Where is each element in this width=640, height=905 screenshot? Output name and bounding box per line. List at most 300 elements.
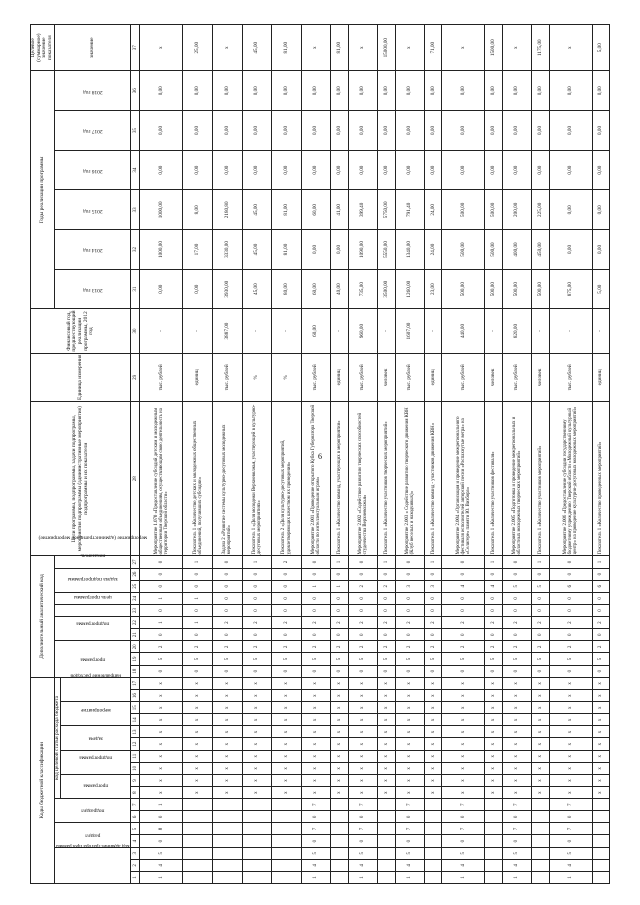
year-value-cell: 500,00 <box>442 230 485 270</box>
analytic-code-cell: 2 <box>301 641 331 653</box>
table-row <box>183 25 213 884</box>
budget-code-cell: x <box>425 677 442 689</box>
year-value-cell: 0,00 <box>395 150 425 190</box>
year-2014-header: 2014 год <box>54 230 131 270</box>
final-value-cell: 5,00 <box>592 25 609 71</box>
unit-cell: тыс. рублей <box>549 353 592 402</box>
budget-code-cell: x <box>502 774 532 786</box>
budget-code-cell <box>213 823 243 835</box>
budget-code-cell: x <box>348 762 378 774</box>
table-row <box>378 25 395 884</box>
analytic-code-cell: 0 <box>442 665 485 677</box>
analytic-code-cell: 2 <box>331 617 348 629</box>
budget-code-cell: x <box>378 714 395 726</box>
analytic-code-cell: 0 <box>331 604 348 616</box>
budget-code-cell: x <box>425 714 442 726</box>
budget-code-cell: x <box>549 738 592 750</box>
table-row <box>272 25 302 884</box>
budget-code-cell: x <box>442 762 485 774</box>
budget-code-cell <box>378 835 395 847</box>
budget-code-cell: x <box>213 677 243 689</box>
budget-code-cell <box>183 835 213 847</box>
analytic-code-cell: 0 <box>395 592 425 604</box>
budget-code-cell: x <box>331 750 348 762</box>
budget-code-cell: x <box>140 690 183 702</box>
year-value-cell: 0,00 <box>272 150 302 190</box>
final-value-cell: x <box>502 25 532 71</box>
analytic-code-cell: 0 <box>549 604 592 616</box>
analytic-code-cell: 2 <box>442 641 485 653</box>
goal-column-header: Цели программы, подпрограммы, задачи подпрограмы, мероприятия подпрограммы (административные мероприятия) подпрограммы и их показатели <box>31 402 131 556</box>
year-value-cell: 0,00 <box>442 111 485 151</box>
final-value-cell: x <box>395 25 425 71</box>
unit-cell: тыс. рублей <box>502 353 532 402</box>
measure-code-header: мероприятие <box>61 702 131 726</box>
analytic-code-cell: 2 <box>378 580 395 592</box>
analytic-code-cell: 1 <box>532 556 549 568</box>
analytic-code-cell: 0 <box>348 665 378 677</box>
analytic-code-cell: 0 <box>183 580 213 592</box>
budget-code-cell: x <box>378 774 395 786</box>
analytic-code-cell: 5 <box>549 653 592 665</box>
analytic-code-cell: 0 <box>331 665 348 677</box>
column-number: 6 <box>131 811 140 823</box>
budget-code-cell <box>242 871 272 883</box>
budget-code-cell: x <box>378 690 395 702</box>
budget-code-cell: x <box>272 787 302 799</box>
analytic-code-cell: 5 <box>301 653 331 665</box>
column-number: 24 <box>131 592 140 604</box>
budget-code-cell: x <box>485 787 502 799</box>
item-description: Показатель 1 «Количество команд, участвующих в мероприятии» <box>331 402 348 556</box>
analytic-code-cell: 0 <box>140 580 183 592</box>
year-value-cell: 0,00 <box>442 150 485 190</box>
year-value-cell: 0,00 <box>549 190 592 230</box>
table-row <box>140 25 183 884</box>
analytic-code-cell: 0 <box>532 665 549 677</box>
analytic-code-cell: 2 <box>348 617 378 629</box>
budget-code-cell <box>485 847 502 859</box>
analytic-code-cell: 4 <box>442 580 485 592</box>
budget-code-cell <box>532 799 549 811</box>
budget-code-cell <box>532 859 549 871</box>
column-number: 36 <box>131 71 140 111</box>
budget-code-cell: x <box>140 774 183 786</box>
budget-code-cell: x <box>549 702 592 714</box>
analytic-code-cell: 5 <box>532 653 549 665</box>
column-number: 34 <box>131 150 140 190</box>
budget-code-cell: x <box>242 738 272 750</box>
item-description: Показатель 1 «Доля молодежи Верхневолжья, участвующей в культурно-досуговых мероприятиях» <box>242 402 272 556</box>
budget-code-cell <box>485 823 502 835</box>
budget-code-cell <box>183 823 213 835</box>
analytic-code-cell: 0 <box>532 629 549 641</box>
budget-code-cell: 4 <box>348 859 378 871</box>
analytic-code-cell: 5 <box>485 653 502 665</box>
budget-code-cell: x <box>348 750 378 762</box>
budget-code-cell <box>331 799 348 811</box>
fin-year-cell: 960,00 <box>348 309 378 353</box>
budget-code-cell <box>592 799 609 811</box>
analytic-code-cell: 0 <box>213 604 243 616</box>
final-value-cell: x <box>442 25 485 71</box>
year-value-cell: 0,00 <box>213 71 243 111</box>
budget-code-cell: x <box>532 726 549 738</box>
analytic-code-cell: 0 <box>425 568 442 580</box>
budget-code-cell: x <box>378 762 395 774</box>
budget-code-cell <box>183 811 213 823</box>
budget-code-cell <box>183 799 213 811</box>
budget-code-cell: x <box>183 787 213 799</box>
year-value-cell: 17,00 <box>183 230 213 270</box>
analytic-code-cell: 2 <box>272 617 302 629</box>
fin-year-cell: 440,00 <box>442 309 485 353</box>
analytic-code-cell: 2 <box>378 641 395 653</box>
budget-code-cell <box>272 859 302 871</box>
budget-code-cell: x <box>442 750 485 762</box>
analytic-code-cell: 0 <box>140 604 183 616</box>
budget-code-cell: 1 <box>348 871 378 883</box>
analytic-code-cell: 0 <box>140 556 183 568</box>
unit-cell: человек <box>532 353 549 402</box>
analytic-code-cell: 1 <box>378 556 395 568</box>
analytic-code-cell: 0 <box>592 665 609 677</box>
item-description: Задача 2 «Развитие системы культурно-досуговых молодежных мероприятий» <box>213 402 243 556</box>
analytic-code-cell: 5 <box>502 653 532 665</box>
budget-code-cell: x <box>378 726 395 738</box>
budget-code-cell: x <box>425 702 442 714</box>
budget-code-cell: 1 <box>301 871 331 883</box>
year-value-cell: 0,00 <box>301 111 331 151</box>
year-value-cell: 0,00 <box>183 111 213 151</box>
budget-code-cell: x <box>549 762 592 774</box>
column-number: 35 <box>131 111 140 151</box>
budget-code-cell: x <box>272 714 302 726</box>
budget-code-cell: 8 <box>140 823 183 835</box>
unit-cell: тыс. рублей <box>213 353 243 402</box>
analytic-code-cell: 0 <box>213 592 243 604</box>
final-value-cell: x <box>301 25 331 71</box>
analytic-code-cell: 0 <box>549 665 592 677</box>
budget-code-cell: x <box>425 787 442 799</box>
analytic-code-cell: 5 <box>532 580 549 592</box>
analytic-code-cell: 0 <box>592 592 609 604</box>
analytic-code-cell: 0 <box>442 592 485 604</box>
analytic-code-cell: 0 <box>348 604 378 616</box>
year-value-cell: 0,00 <box>348 71 378 111</box>
budget-code-cell: 7 <box>549 799 592 811</box>
fin-year-column-header: Финансовый год, предшествующий реализации программы, 2012 год <box>31 309 131 353</box>
budget-code-cell: x <box>485 774 502 786</box>
budget-code-cell: x <box>592 677 609 689</box>
budget-code-cell: x <box>395 714 425 726</box>
year-value-cell: 41,00 <box>331 190 348 230</box>
analytic-code-cell: 0 <box>183 665 213 677</box>
budget-code-cell: x <box>395 787 425 799</box>
column-number: 14 <box>131 714 140 726</box>
analytic-code-cell: 0 <box>549 592 592 604</box>
analytic-code-cell: 0 <box>331 629 348 641</box>
analytic-code-cell: 0 <box>442 604 485 616</box>
table-row <box>442 25 485 884</box>
item-description: Показатель 1 «Количество проведенных мероприятий» <box>592 402 609 556</box>
budget-code-cell: x <box>502 690 532 702</box>
item-description: Показатель 1 «Количество команд - участников движения КВН» <box>425 402 442 556</box>
table-row <box>532 25 549 884</box>
analytic-code-cell: 0 <box>485 568 502 580</box>
budget-code-cell: x <box>395 774 425 786</box>
rotated-table-viewport <box>30 24 610 884</box>
budget-code-cell: x <box>348 702 378 714</box>
analytic-code-cell: 1 <box>331 580 348 592</box>
fin-year-cell: 60,00 <box>301 309 331 353</box>
subsection-header: подраздел <box>54 799 131 823</box>
budget-code-cell <box>213 835 243 847</box>
year-value-cell: 3930,00 <box>213 269 243 309</box>
year-value-cell: 2180,80 <box>213 190 243 230</box>
year-value-cell: 40,00 <box>331 269 348 309</box>
analytic-code-cell: 2 <box>331 641 348 653</box>
analytic-code-cell: 0 <box>395 568 425 580</box>
year-value-cell: 5750,00 <box>378 190 395 230</box>
budget-code-cell: x <box>502 726 532 738</box>
year-value-cell: 0,00 <box>425 150 442 190</box>
analytic-code-cell: 0 <box>532 604 549 616</box>
year-value-cell: 0,00 <box>331 71 348 111</box>
column-number: 10 <box>131 762 140 774</box>
table-row <box>213 25 243 884</box>
item-description: Мероприятие 2.003 « Содействие развитию творческого движения КВН (Клуб веселых и находчивых)» <box>395 402 425 556</box>
unit-cell: человек <box>485 353 502 402</box>
final-value-cell: 71,00 <box>425 25 442 71</box>
year-value-cell: 23,00 <box>425 269 442 309</box>
analytic-code-cell: 0 <box>331 592 348 604</box>
item-description: Показатель 1 «Количество участников творческих мероприятий» <box>378 402 395 556</box>
analytic-code-cell: 2 <box>272 641 302 653</box>
unit-cell: % <box>272 353 302 402</box>
analytic-code-cell: 1 <box>183 617 213 629</box>
budget-code-cell: x <box>442 726 485 738</box>
table-row <box>301 25 331 884</box>
budget-code-cell: x <box>213 714 243 726</box>
budget-code-cell <box>532 823 549 835</box>
budget-code-cell: x <box>213 738 243 750</box>
analytic-code-cell: 0 <box>502 556 532 568</box>
analytic-code-cell: 2 <box>592 617 609 629</box>
analytic-code-cell: 2 <box>549 641 592 653</box>
budget-code-cell <box>592 847 609 859</box>
table-row <box>549 25 592 884</box>
year-value-cell: 0,00 <box>532 150 549 190</box>
column-number: 4 <box>131 835 140 847</box>
budget-code-cell: x <box>348 738 378 750</box>
budget-code-cell: x <box>485 726 502 738</box>
analytic-code-cell: 5 <box>442 653 485 665</box>
budget-code-cell: x <box>140 677 183 689</box>
column-number: 5 <box>131 823 140 835</box>
final-group-header: Целевое (суммарное) значение показателя <box>31 25 55 71</box>
budget-code-cell: x <box>592 726 609 738</box>
budget-code-cell: x <box>272 677 302 689</box>
analytic-code-cell: 2 <box>532 641 549 653</box>
analytic-code-cell: 1 <box>140 592 183 604</box>
year-value-cell: 500,00 <box>442 190 485 230</box>
analytic-code-cell: 0 <box>502 604 532 616</box>
unit-cell: тыс. рублей <box>442 353 485 402</box>
budget-code-cell: x <box>348 726 378 738</box>
budget-code-cell: x <box>592 714 609 726</box>
year-value-cell: 0,00 <box>331 150 348 190</box>
budget-code-cell: x <box>532 677 549 689</box>
budget-code-cell: x <box>183 762 213 774</box>
column-number-row <box>131 25 140 884</box>
analytic-code-cell: 0 <box>272 568 302 580</box>
analytic-code-cell: 2 <box>485 617 502 629</box>
budget-code-cell: 0 <box>140 835 183 847</box>
budget-code-cell: x <box>532 762 549 774</box>
column-number: 15 <box>131 702 140 714</box>
year-value-cell: 0,00 <box>140 71 183 111</box>
budget-code-cell: 4 <box>140 859 183 871</box>
budget-code-cell: 1 <box>395 871 425 883</box>
budget-code-cell: x <box>395 690 425 702</box>
budget-code-cell <box>242 823 272 835</box>
year-value-cell: 0,00 <box>485 71 502 111</box>
analytic-code-cell: 0 <box>425 592 442 604</box>
budget-code-cell: 4 <box>442 859 485 871</box>
budget-code-cell: x <box>301 762 331 774</box>
analytic-code-cell: 0 <box>301 568 331 580</box>
budget-code-cell: x <box>532 787 549 799</box>
budget-code-cell: x <box>331 787 348 799</box>
target-item-header: код целевой статьи расхода бюджета <box>54 677 61 798</box>
year-value-cell: 0,00 <box>348 150 378 190</box>
budget-code-cell: x <box>183 690 213 702</box>
year-2016-header: 2016 год <box>54 150 131 190</box>
analytic-code-cell: 5 <box>272 653 302 665</box>
budget-code-cell: 7 <box>549 823 592 835</box>
budget-code-cell: x <box>272 690 302 702</box>
budget-code-cell: 4 <box>301 859 331 871</box>
budget-code-cell <box>213 859 243 871</box>
year-value-cell: 60,00 <box>301 190 331 230</box>
budget-code-cell: 7 <box>502 823 532 835</box>
budget-code-cell <box>213 811 243 823</box>
budget-code-cell: 0 <box>348 811 378 823</box>
budget-code-cell: x <box>348 690 378 702</box>
budget-code-cell <box>213 871 243 883</box>
budget-code-cell: x <box>242 702 272 714</box>
analytic-code-cell: 2 <box>242 641 272 653</box>
column-number: 8 <box>131 787 140 799</box>
budget-code-cell <box>378 847 395 859</box>
final-value-cell: x <box>348 25 378 71</box>
budget-code-cell: 4 <box>395 859 425 871</box>
analytic-code-cell: 1 <box>183 556 213 568</box>
budget-code-cell: x <box>331 774 348 786</box>
year-value-cell: 5,00 <box>592 269 609 309</box>
budget-code-cell <box>592 823 609 835</box>
budget-code-cell: x <box>442 774 485 786</box>
column-number: 9 <box>131 774 140 786</box>
subprogram-code-header: подпрограмма <box>61 750 131 774</box>
budget-code-cell: 1 <box>140 799 183 811</box>
year-value-cell: 0,00 <box>549 111 592 151</box>
expense-direction-header: направление расходов <box>61 677 131 701</box>
admin-code-header: код администратора программы <box>54 847 131 883</box>
budget-code-cell: 7 <box>301 823 331 835</box>
unit-cell: % <box>242 353 272 402</box>
analytic-code-cell: 1 <box>301 580 331 592</box>
analytic-code-cell: 0 <box>213 665 243 677</box>
item-description: Мероприятие 1.070 «Предоставление субсидий детским и молодежным общественным объединениям, осуществляющим свою деятельность на территории Тверской области» <box>140 402 183 556</box>
budget-code-cell: x <box>442 702 485 714</box>
budget-code-cell: x <box>213 750 243 762</box>
budget-code-cell: x <box>242 787 272 799</box>
fin-year-cell: - <box>592 309 609 353</box>
column-number: 22 <box>131 617 140 629</box>
analytic-code-cell: 0 <box>532 568 549 580</box>
budget-code-cell: 0 <box>301 835 331 847</box>
budget-code-cell: x <box>272 762 302 774</box>
analytic-code-cell: 0 <box>348 568 378 580</box>
budget-code-cell: x <box>183 750 213 762</box>
unit-cell: тыс. рублей <box>348 353 378 402</box>
analytic-code-cell: 0 <box>272 580 302 592</box>
rotated-sheet <box>30 24 610 884</box>
analytic-code-cell: 0 <box>140 568 183 580</box>
analytic-code-cell: 2 <box>592 641 609 653</box>
budget-code-cell: x <box>213 702 243 714</box>
analytic-code-cell: 0 <box>485 592 502 604</box>
analytic-code-cell: 3 <box>425 580 442 592</box>
year-value-cell: 791,40 <box>395 190 425 230</box>
year-value-cell: 0,00 <box>592 150 609 190</box>
budget-code-cell: x <box>140 762 183 774</box>
analytic-code-cell: 4 <box>485 580 502 592</box>
budget-code-cell: x <box>272 774 302 786</box>
fin-year-cell: - <box>272 309 302 353</box>
budget-code-cell: 5 <box>549 847 592 859</box>
budget-code-cell: x <box>592 738 609 750</box>
budget-code-cell: x <box>378 738 395 750</box>
budget-code-cell: x <box>301 677 331 689</box>
analytic-code-cell: 0 <box>242 568 272 580</box>
budget-code-cell: 7 <box>502 799 532 811</box>
budget-code-cell: x <box>592 762 609 774</box>
budget-code-cell: x <box>348 787 378 799</box>
budget-code-cell: 0 <box>502 811 532 823</box>
budget-code-cell: x <box>485 714 502 726</box>
year-value-cell: 0,00 <box>425 71 442 111</box>
budget-code-cell <box>378 811 395 823</box>
analytic-code-cell: 0 <box>140 629 183 641</box>
budget-code-cell: x <box>301 714 331 726</box>
page-number: 6 <box>318 452 322 461</box>
column-number: 11 <box>131 750 140 762</box>
budget-code-cell <box>183 847 213 859</box>
year-value-cell: 0,00 <box>242 150 272 190</box>
analytic-code-cell: 2 <box>213 617 243 629</box>
budget-code-cell: x <box>532 750 549 762</box>
fin-year-cell: - <box>242 309 272 353</box>
column-number: 33 <box>131 190 140 230</box>
budget-code-cell: x <box>425 738 442 750</box>
analytic-code-cell: 0 <box>532 592 549 604</box>
final-value-cell: 45,00 <box>242 25 272 71</box>
budget-code-cell: x <box>348 774 378 786</box>
budget-code-cell: x <box>502 702 532 714</box>
